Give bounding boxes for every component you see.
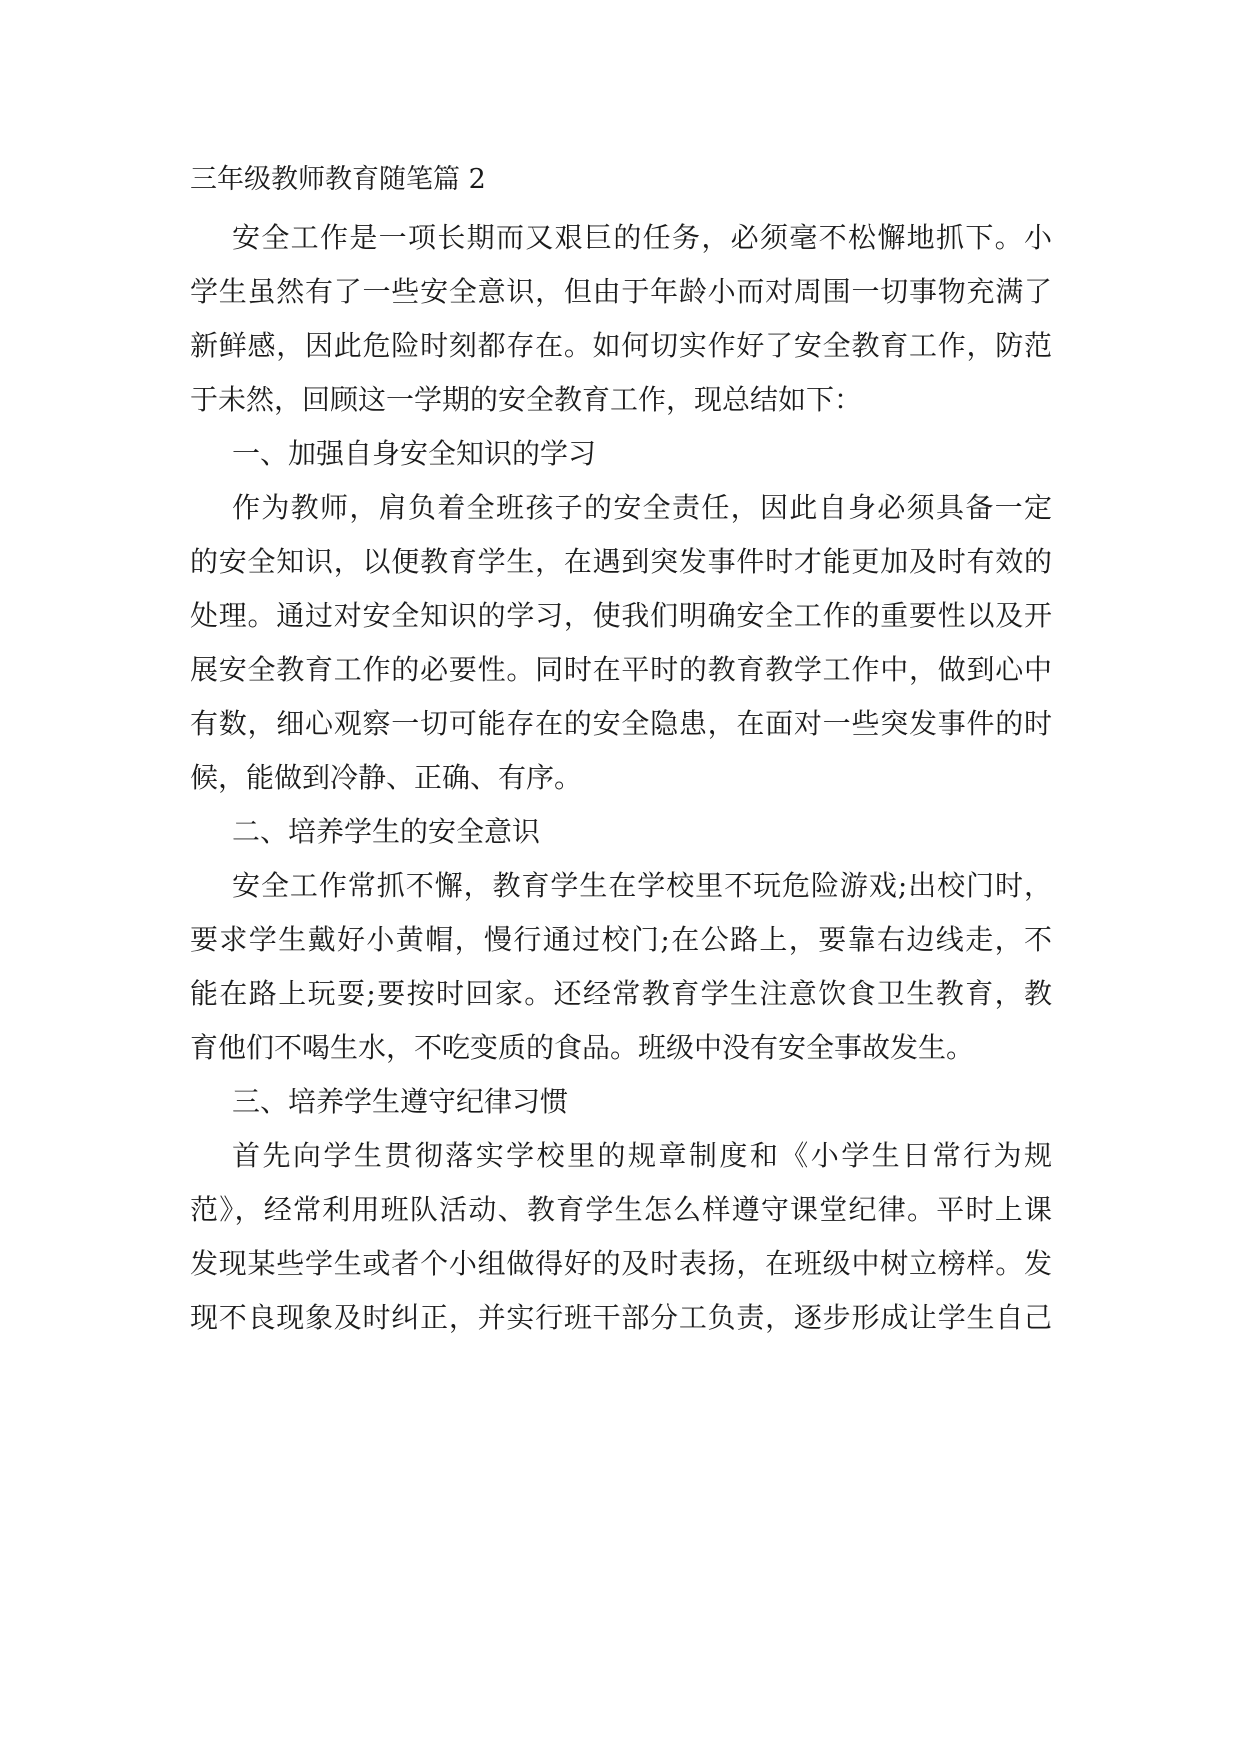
section-heading-1: 一、加强自身安全知识的学习 <box>232 437 597 470</box>
section-heading-2: 二、培养学生的安全意识 <box>232 815 541 848</box>
paragraph-2-line-5: 有数，细心观察一切可能存在的安全隐患，在面对一些突发事件的时 <box>190 707 1052 740</box>
paragraph-2-line-2: 的安全知识，以便教育学生，在遇到突发事件时才能更加及时有效的 <box>190 545 1052 578</box>
paragraph-1-line-3: 新鲜感，因此危险时刻都存在。如何切实作好了安全教育工作，防范 <box>190 329 1052 362</box>
paragraph-4-line-1: 首先向学生贯彻落实学校里的规章制度和《小学生日常行为规 <box>232 1139 1052 1172</box>
paragraph-3-line-4: 育他们不喝生水，不吃变质的食品。班级中没有安全事故发生。 <box>190 1031 975 1064</box>
paragraph-1-line-4: 于未然，回顾这一学期的安全教育工作，现总结如下： <box>190 383 863 416</box>
document-title: 三年级教师教育随笔篇 2 <box>190 164 486 195</box>
paragraph-2-line-4: 展安全教育工作的必要性。同时在平时的教育教学工作中，做到心中 <box>190 653 1052 686</box>
paragraph-2-line-6: 候，能做到冷静、正确、有序。 <box>190 761 583 794</box>
paragraph-4-line-4: 现不良现象及时纠正，并实行班干部分工负责，逐步形成让学生自己 <box>190 1301 1052 1334</box>
paragraph-2-line-3: 处理。通过对安全知识的学习，使我们明确安全工作的重要性以及开 <box>190 599 1052 632</box>
section-heading-3: 三、培养学生遵守纪律习惯 <box>232 1085 569 1118</box>
paragraph-3-line-1: 安全工作常抓不懈，教育学生在学校里不玩危险游戏;出校门时， <box>232 869 1052 902</box>
paragraph-4-line-3: 发现某些学生或者个小组做得好的及时表扬，在班级中树立榜样。发 <box>190 1247 1052 1280</box>
paragraph-1-line-2: 学生虽然有了一些安全意识，但由于年龄小而对周围一切事物充满了 <box>190 275 1052 308</box>
paragraph-3-line-3: 能在路上玩耍;要按时回家。还经常教育学生注意饮食卫生教育，教 <box>190 977 1052 1010</box>
paragraph-3-line-2: 要求学生戴好小黄帽，慢行通过校门;在公路上，要靠右边线走，不 <box>190 923 1052 956</box>
paragraph-4-line-2: 范》，经常利用班队活动、教育学生怎么样遵守课堂纪律。平时上课 <box>190 1193 1052 1226</box>
paragraph-1-line-1: 安全工作是一项长期而又艰巨的任务，必须毫不松懈地抓下。小 <box>232 221 1052 254</box>
paragraph-2-line-1: 作为教师，肩负着全班孩子的安全责任，因此自身必须具备一定 <box>232 491 1052 524</box>
